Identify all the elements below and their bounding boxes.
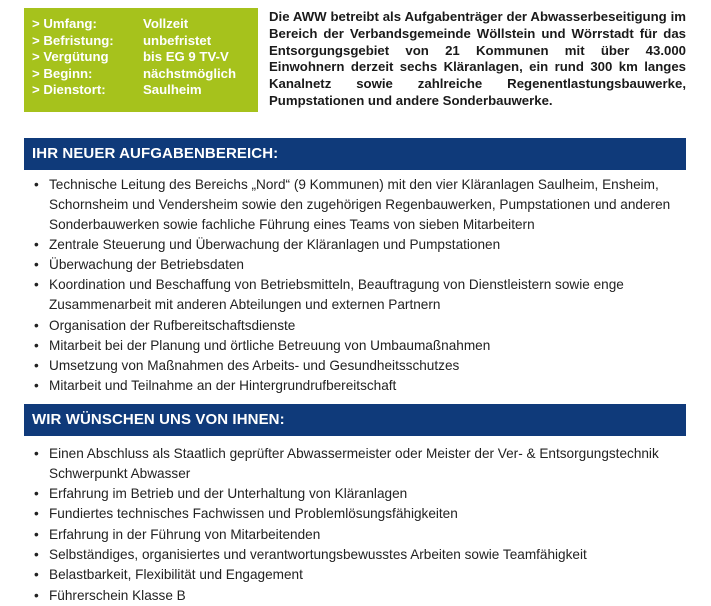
job-facts-box	[24, 8, 258, 112]
bullet-icon: •	[34, 446, 39, 461]
list-item	[34, 255, 686, 275]
bullet-icon: •	[34, 506, 39, 522]
list-item	[34, 275, 686, 315]
fact-value: Vollzeit	[143, 16, 189, 31]
bullet-icon: •	[34, 587, 39, 603]
list-item	[34, 525, 686, 545]
list-item-text: Technische Leitung des Bereichs „Nord“ (9 Kommunen) mit den vier Kläranlagen Saulheim, Ensheim, Schornsheim und Vendersheim sowie den zugehörigen Regenbauwerken, Pumpstationen und anderen Sonderbauwerken sowie fachliche Führung eines Teams von sieben Mitarbeitern	[49, 177, 671, 232]
bullet-icon: •	[34, 236, 39, 252]
list-item-text: Mitarbeit bei der Planung und örtliche Betreuung von Umbaumaßnahmen	[49, 337, 491, 353]
fact-value: unbefristet	[143, 32, 212, 48]
bullet-icon: •	[34, 277, 39, 293]
requirements-list	[34, 444, 686, 606]
list-item	[34, 444, 686, 484]
list-item	[34, 356, 686, 376]
fact-row-beginn	[32, 66, 258, 83]
list-item-text: Mitarbeit und Teilnahme an der Hintergrundrufbereitschaft	[49, 378, 397, 394]
list-item-text: Führerschein Klasse B	[49, 587, 186, 603]
list-item	[34, 586, 686, 606]
list-item-text: Zentrale Steuerung und Überwachung der Kläranlagen und Pumpstationen	[49, 236, 501, 252]
fact-row-verguetung	[32, 49, 258, 66]
list-item-text: Selbständiges, organisiertes und verantwortungsbewusstes Arbeiten sowie Teamfähigkeit	[49, 546, 587, 562]
list-item-text: Erfahrung in der Führung von Mitarbeitenden	[49, 526, 321, 542]
list-item-text: Koordination und Beschaffung von Betriebsmitteln, Beauftragung von Dienstleistern sowie enge Zusammenarbeit mit anderen Abteilungen und externen Partnern	[49, 277, 624, 313]
list-item-text: Umsetzung von Maßnahmen des Arbeits- und Gesundheitsschutzes	[49, 358, 460, 374]
fact-key: > Umfang:	[32, 16, 97, 31]
tasks-list	[34, 175, 686, 397]
list-item	[34, 484, 686, 504]
fact-value: Saulheim	[143, 82, 202, 98]
bullet-icon: •	[34, 567, 39, 583]
list-item	[34, 175, 686, 234]
list-item	[34, 545, 686, 565]
list-item	[34, 504, 686, 524]
bullet-icon: •	[34, 546, 39, 562]
list-item-text: Fundiertes technisches Fachwissen und Problemlösungsfähigkeiten	[49, 506, 458, 522]
bullet-icon: •	[34, 257, 39, 273]
list-item-text: Belastbarkeit, Flexibilität und Engagement	[49, 567, 303, 583]
fact-key: > Vergütung	[32, 49, 109, 65]
fact-row-befristung	[32, 33, 258, 50]
bullet-icon: •	[34, 358, 39, 374]
list-item-text: Überwachung der Betriebsdaten	[49, 257, 244, 273]
fact-key: > Dienstort:	[32, 82, 106, 98]
bullet-icon: •	[34, 177, 39, 192]
list-item	[34, 565, 686, 585]
fact-key: > Beginn:	[32, 65, 93, 81]
list-item	[34, 235, 686, 255]
bullet-icon: •	[34, 317, 39, 333]
fact-row-umfang	[32, 16, 258, 33]
bullet-icon: •	[34, 378, 39, 394]
list-item-text: Einen Abschluss als Staatlich geprüfter Abwassermeister oder Meister der Ver- & Entsorgungstechnik Schwerpunkt Abwasser	[49, 446, 659, 481]
list-item-text: Erfahrung im Betrieb und der Unterhaltung von Kläranlagen	[49, 486, 408, 502]
list-item	[34, 336, 686, 356]
list-item	[34, 376, 686, 396]
bullet-icon: •	[34, 526, 39, 542]
requirements-heading: WIR WÜNSCHEN UNS VON IHNEN:	[24, 404, 686, 436]
tasks-heading: IHR NEUER AUFGABENBEREICH:	[24, 138, 686, 170]
fact-value: bis EG 9 TV-V	[143, 49, 229, 65]
fact-row-dienstort	[32, 82, 258, 99]
company-intro: Die AWW betreibt als Aufgabenträger der Abwasserbeseitigung im Bereich der Verbandsgemeinde Wöllstein und Wörrstadt für das Entsorgungsgebiet von 21 Kommunen mit über 43.000 Einwohnern derzeit sechs Kläranlagen, ein rund 300 km langes Kanalnetz sowie zahlreiche Regenentlastungsbauwerke, Pumpstationen und andere Sonderbauwerke.	[269, 9, 686, 108]
fact-value: nächstmöglich	[143, 65, 237, 81]
bullet-icon: •	[34, 486, 39, 502]
bullet-icon: •	[34, 337, 39, 353]
list-item-text: Organisation der Rufbereitschaftsdienste	[49, 317, 296, 333]
fact-key: > Befristung:	[32, 32, 114, 48]
list-item	[34, 316, 686, 336]
